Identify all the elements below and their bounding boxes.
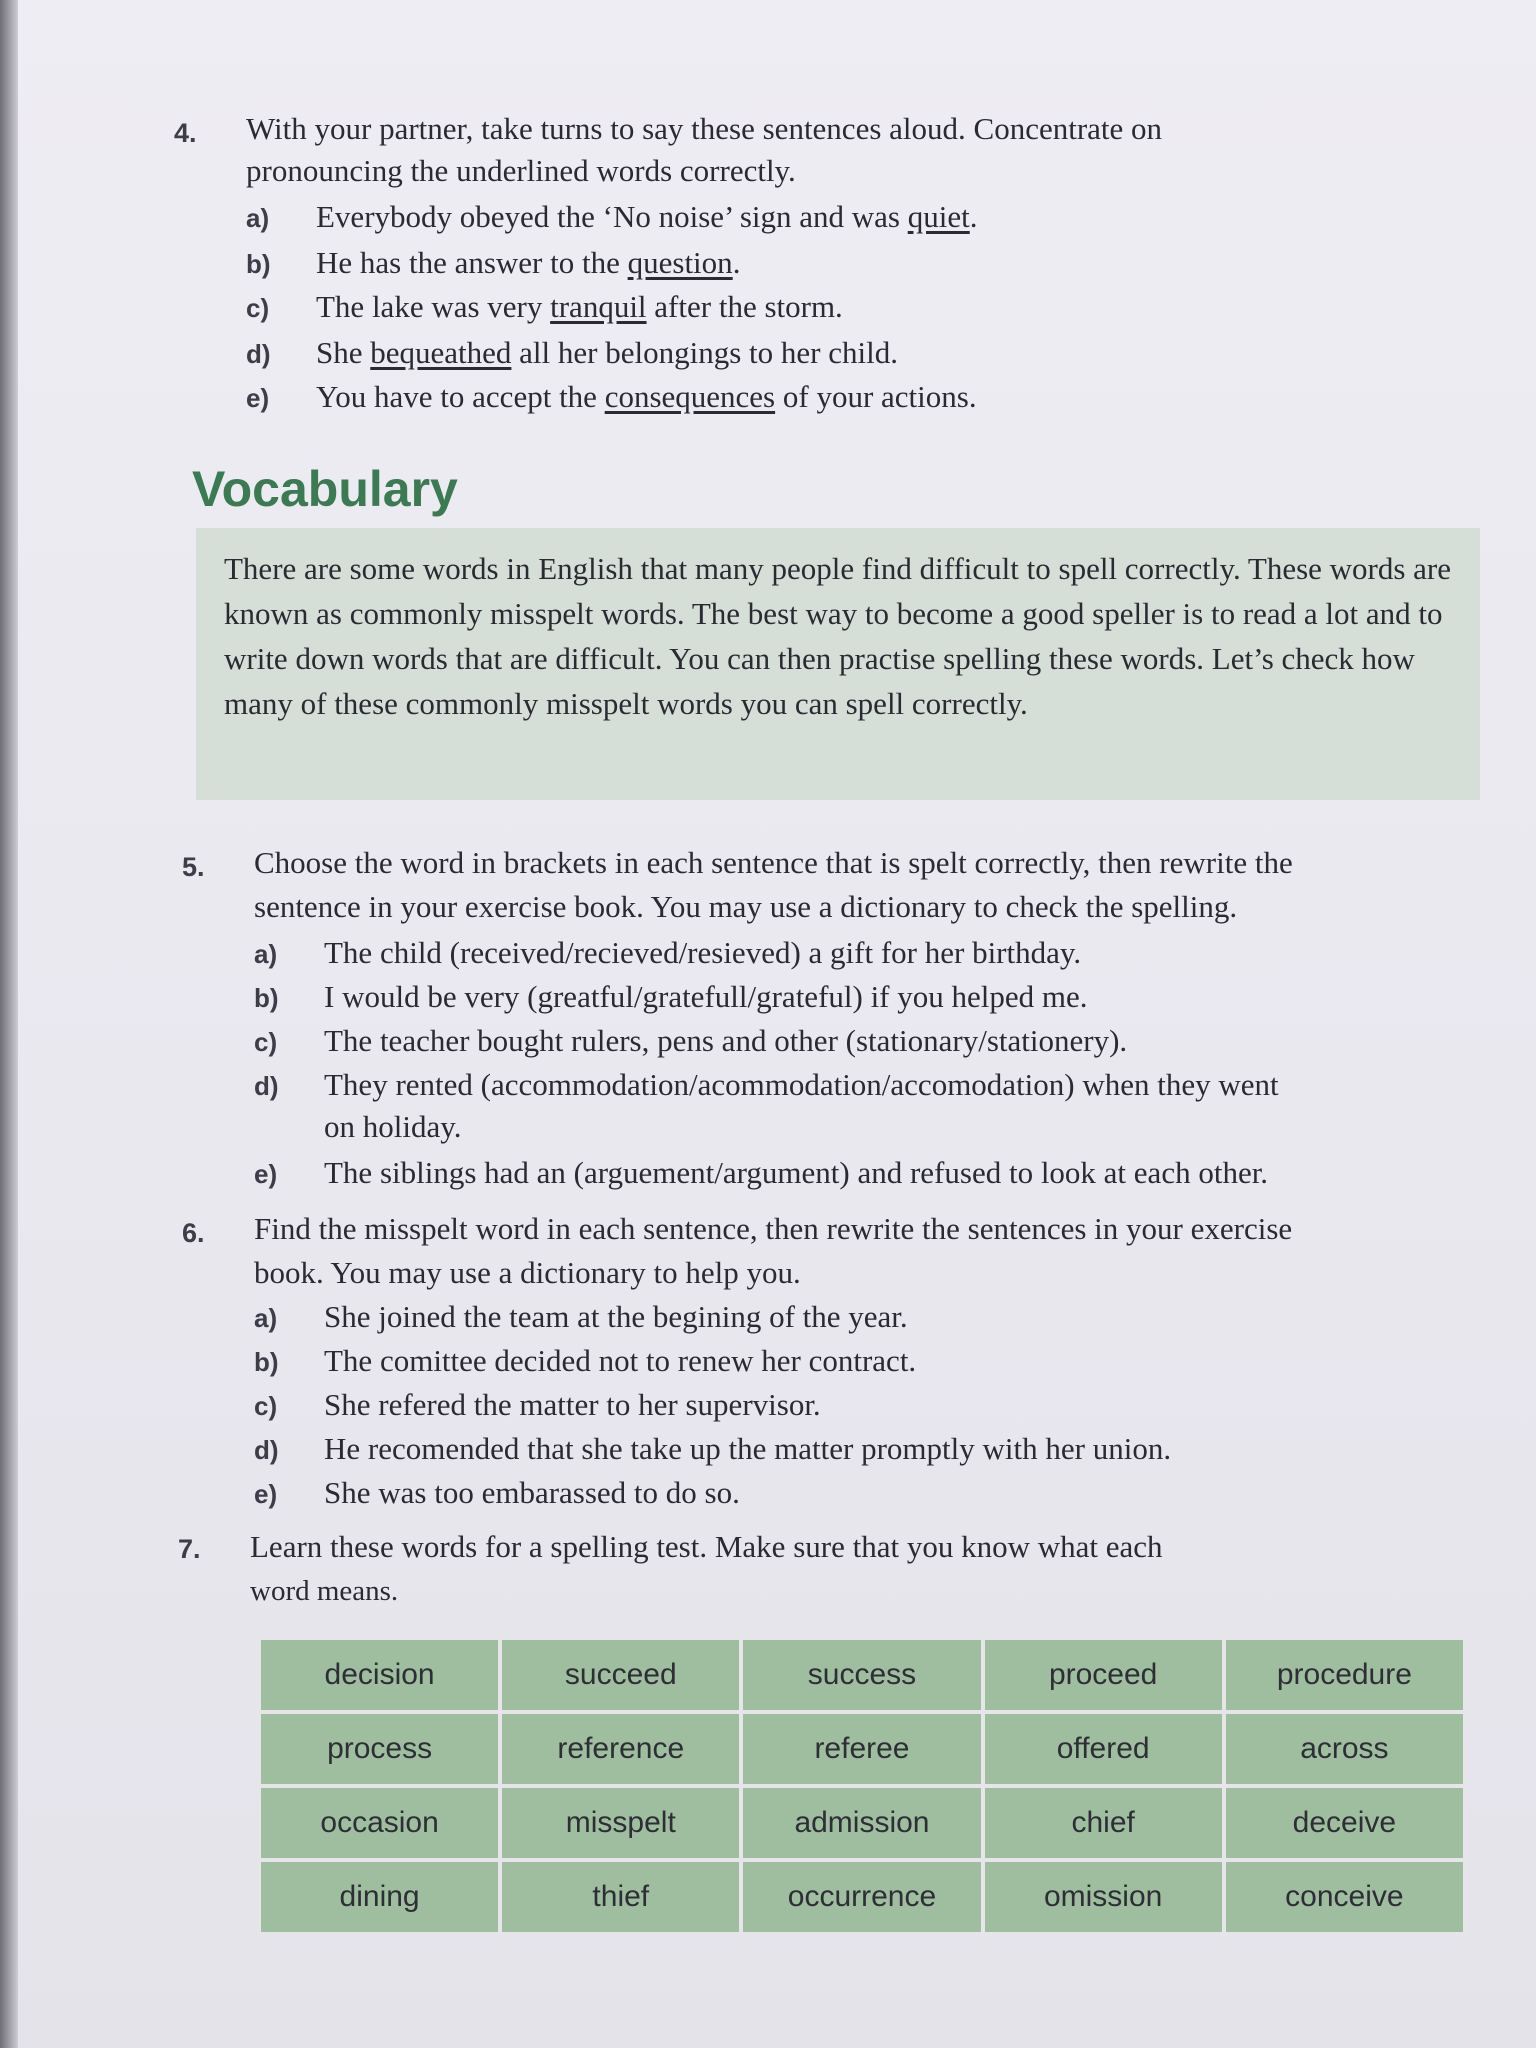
- q4-instruction-line1: With your partner, take turns to say these sentences aloud. Concentrate on: [246, 111, 1163, 146]
- word-cell: conceive: [1224, 1860, 1465, 1934]
- word-cell: occurrence: [741, 1860, 982, 1934]
- table-row: [259, 1712, 1465, 1786]
- vocabulary-intro-text: There are some words in English that many people find difficult to spell correctly. These words are known as commonly misspelt words. The best way to become a good speller is to read a lot and to write down words that are difficult. You can then practise spelling these words. Let’s check how many of these commonly misspelt words you can spell correctly.: [224, 551, 1452, 721]
- item-label: c): [254, 1391, 278, 1421]
- word-cell: misspelt: [500, 1786, 741, 1860]
- word-cell: admission: [741, 1786, 982, 1860]
- q5-number: 5.: [182, 852, 205, 882]
- textbook-page: [14, 0, 1536, 2048]
- book-binding-edge: [0, 0, 18, 2048]
- word-cell: offered: [983, 1712, 1224, 1786]
- item-label: e): [254, 1159, 278, 1189]
- underlined-word: question: [627, 245, 733, 280]
- table-row: [259, 1786, 1465, 1860]
- word-cell: success: [741, 1638, 982, 1712]
- word-cell: deceive: [1224, 1786, 1465, 1860]
- word-cell: referee: [741, 1712, 982, 1786]
- q5-item-a: a) The child (received/recieved/resieved) a gift for her birthday.: [254, 932, 1081, 975]
- spelling-words-table: [257, 1636, 1467, 1936]
- item-label: b): [254, 1347, 279, 1377]
- word-cell: occasion: [259, 1786, 500, 1860]
- q4-item-b: b) He has the answer to the question.: [246, 242, 740, 285]
- word-cell: across: [1224, 1712, 1465, 1786]
- q4-item-c: c) The lake was very tranquil after the storm.: [246, 286, 843, 329]
- item-label: d): [254, 1435, 279, 1465]
- q6-item-e: e) She was too embarassed to do so.: [254, 1472, 740, 1515]
- q4-number: 4.: [174, 118, 197, 148]
- item-label: d): [246, 339, 271, 369]
- vocabulary-heading: Vocabulary: [192, 461, 458, 517]
- underlined-word: tranquil: [550, 289, 647, 324]
- q5-item-d: d) They rented (accommodation/acommodation/accomodation) when they went: [254, 1064, 1279, 1107]
- item-label: c): [254, 1027, 278, 1057]
- word-cell: succeed: [500, 1638, 741, 1712]
- underlined-word: consequences: [604, 379, 776, 414]
- q5-instruction-line2: sentence in your exercise book. You may use a dictionary to check the spelling.: [254, 889, 1238, 924]
- q6-number: 6.: [182, 1218, 205, 1248]
- word-cell: decision: [259, 1638, 500, 1712]
- word-cell: procedure: [1224, 1638, 1465, 1712]
- table-row: [259, 1860, 1465, 1934]
- q6-item-d: d) He recomended that she take up the matter promptly with her union.: [254, 1428, 1171, 1471]
- item-label: d): [254, 1071, 279, 1101]
- q7-number: 7.: [178, 1534, 201, 1564]
- q7-instruction-line2: word means.: [250, 1575, 399, 1607]
- item-label: a): [254, 1303, 278, 1333]
- q5-item-b: b) I would be very (greatful/gratefull/grateful) if you helped me.: [254, 976, 1088, 1019]
- table-row: [259, 1638, 1465, 1712]
- word-cell: proceed: [983, 1638, 1224, 1712]
- item-label: e): [246, 383, 270, 413]
- word-cell: chief: [983, 1786, 1224, 1860]
- word-cell: reference: [500, 1712, 741, 1786]
- item-label: b): [254, 983, 279, 1013]
- q6-item-b: b) The comittee decided not to renew her contract.: [254, 1340, 916, 1383]
- word-cell: dining: [259, 1860, 500, 1934]
- word-cell: omission: [983, 1860, 1224, 1934]
- item-label: b): [246, 249, 271, 279]
- q4-item-d: d) She bequeathed all her belongings to her child.: [246, 332, 898, 375]
- vocabulary-info-box: [196, 528, 1480, 800]
- item-label: c): [246, 293, 270, 323]
- q5-item-c: c) The teacher bought rulers, pens and other (stationary/stationery).: [254, 1020, 1127, 1063]
- q5-item-e: e) The siblings had an (arguement/argument) and refused to look at each other.: [254, 1152, 1268, 1195]
- word-cell: thief: [500, 1860, 741, 1934]
- underlined-word: quiet: [907, 199, 970, 234]
- q6-item-c: c) She refered the matter to her supervisor.: [254, 1384, 821, 1427]
- word-cell: process: [259, 1712, 500, 1786]
- q5-item-d-continued: on holiday.: [324, 1109, 462, 1144]
- q5-instruction-line1: Choose the word in brackets in each sentence that is spelt correctly, then rewrite the: [254, 845, 1293, 880]
- q4-instruction-line2: pronouncing the underlined words correctly.: [246, 153, 796, 188]
- q7-instruction-line1: Learn these words for a spelling test. Make sure that you know what each: [250, 1529, 1163, 1564]
- item-label: e): [254, 1479, 278, 1509]
- q4-item-a: a) Everybody obeyed the ‘No noise’ sign and was quiet.: [246, 196, 977, 239]
- q6-instruction-line2: book. You may use a dictionary to help you.: [254, 1255, 801, 1290]
- q6-instruction-line1: Find the misspelt word in each sentence, then rewrite the sentences in your exercise: [254, 1211, 1293, 1246]
- q4-item-e: e) You have to accept the consequences of your actions.: [246, 376, 977, 419]
- underlined-word: bequeathed: [370, 335, 512, 370]
- item-label: a): [246, 203, 270, 233]
- item-label: a): [254, 939, 278, 969]
- q6-item-a: a) She joined the team at the begining of the year.: [254, 1296, 908, 1339]
